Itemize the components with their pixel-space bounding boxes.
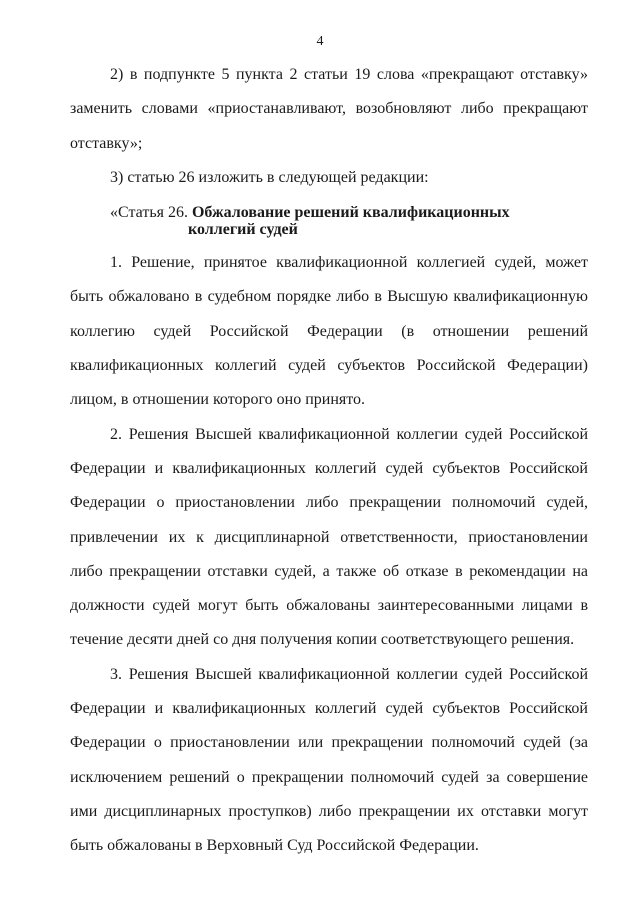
- article-title-line1: Обжалование решений квалификационных: [191, 204, 510, 222]
- clause-2: 2. Решения Высшей квалификационной коллегии судей Российской Федерации и квалификационных коллегий судей субъектов Российской Федерации о приостановлении либо прекращении полномочий судей, привлечении их к дисциплинарной ответственности, приостановлении либо прекращении отставки судей, а также об отказе в рекомендации на должности судей могут быть обжалованы заинтересованными лицами в течение десяти дней со дня получения копии соответствующего решения.: [70, 425, 588, 649]
- article-prefix: «Статья 26.: [110, 204, 188, 222]
- page-number: 4: [316, 34, 324, 49]
- article-heading: [70, 195, 588, 246]
- clause-1: 1. Решение, принятое квалификационной коллегией судей, может быть обжаловано в судебном порядке либо в Высшую квалификационную коллегию судей Российской Федерации (в отношении решений квалификационных коллегий судей субъектов Российской Федерации) лицом, в отношении которого оно принято.: [70, 254, 588, 409]
- clause-3: 3. Решения Высшей квалификационной коллегии судей Российской Федерации и квалификационных коллегий судей субъектов Российской Федерации о приостановлении или прекращении полномочий судей (за исключением решений о прекращении полномочий судей за совершение ими дисциплинарных проступков) либо прекращении их отставки могут быть обжалованы в Верховный Суд Российской Федерации.: [70, 665, 588, 855]
- paragraph-amendment-3: 3) статью 26 изложить в следующей редакции:: [110, 168, 429, 186]
- paragraph-amendment-2: 2) в подпункте 5 пункта 2 статьи 19 слова «прекращают отставку» заменить словами «приостанавливают, возобновляют либо прекращают отставку»;: [70, 66, 588, 152]
- article-title-line2: коллегий судей: [188, 221, 298, 239]
- document-body: [70, 58, 588, 864]
